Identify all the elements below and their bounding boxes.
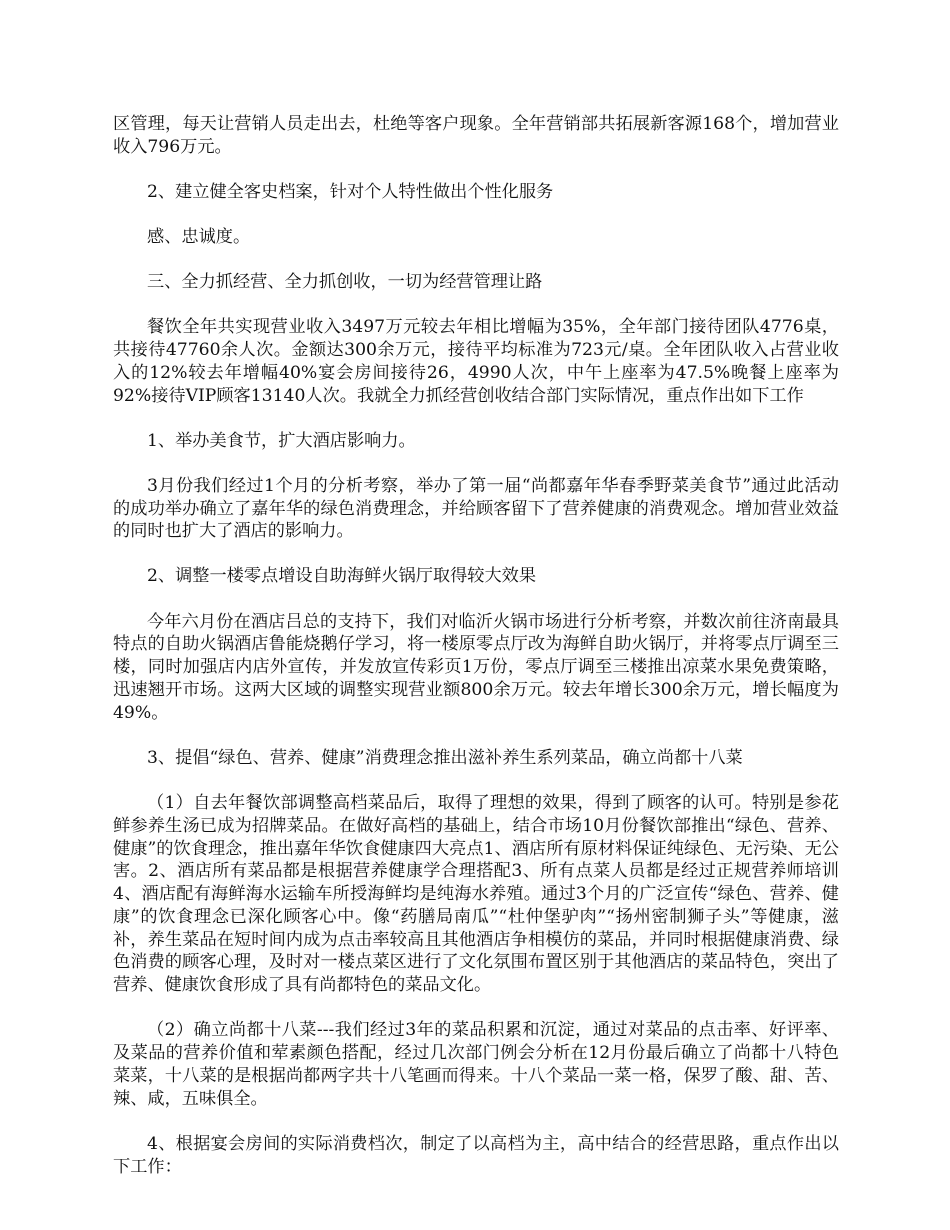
heading-food-festival: 1、举办美食节，扩大酒店影响力。: [147, 430, 416, 451]
document-body: [113, 113, 839, 1201]
paragraph-banquet-rooms: 4、根据宴会房间的实际消费档次，制定了以高档为主，高中结合的经营思路，重点作出以下工作：: [113, 1133, 839, 1177]
paragraph-loyalty-fragment: 感、忠诚度。: [147, 226, 251, 247]
paragraph-food-festival: 3月份我们经过1个月的分析考察，举办了第一届“尚都嘉年华春季野菜美食节”通过此活动的成功举办确立了嘉年华的绿色消费理念，并给顾客留下了营养健康的消费观念。增加营业效益的同时也扩大了酒店的影响力。: [113, 475, 839, 542]
heading-green-health-concept: 3、提倡“绿色、营养、健康”消费理念推出滋补养生系列菜品，确立尚都十八菜: [147, 747, 743, 768]
heading-customer-history-files: 2、建立健全客史档案，针对个人特性做出个性化服务: [147, 181, 554, 202]
paragraph-marketing-continuation: 区管理，每天让营销人员走出去，杜绝等客户现象。全年营销部共拓展新客源168个，增加营业收入796万元。: [113, 114, 839, 157]
heading-seafood-hotpot: 2、调整一楼零点增设自助海鲜火锅厅取得较大效果: [147, 566, 537, 587]
paragraph-eighteen-dishes: （2）确立尚都十八菜---我们经过3年的菜品积累和沉淀，通过对菜品的点击率、好评率、及菜品的营养价值和荤素颜色搭配，经过几次部门例会分析在12月份最后确立了尚都十八特色菜菜，十八菜的是根据尚都两字共十八笔画而得来。十八个菜品一菜一格，保罗了酸、甜、苦、辣、咸，五味俱全。: [113, 1020, 839, 1109]
heading-section-three: 三、全力抓经营、全力抓创收，一切为经营管理让路: [147, 272, 543, 293]
paragraph-high-end-dishes: （1）自去年餐饮部调整高档菜品后，取得了理想的效果，得到了顾客的认可。特别是参花鲜参养生汤已成为招牌菜品。在做好高档的基础上，结合市场10月份餐饮部推出“绿色、营养、健康”的饮食理念，推出嘉年华饮食健康四大亮点1、酒店所有原材料保证纯绿色、无污染、无公害。2、酒店所有菜品都是根据营养健康学合理搭配3、所有点菜人员都是经过正规营养师培训4、酒店配有海鲜海水运输车所授海鲜均是纯海水养殖。通过3个月的广泛宣传“绿色、营养、健康”的饮食理念已深化顾客心中。像“药膳局南瓜”“杜仲堡驴肉”“扬州密制狮子头”等健康，滋补，养生菜品在短时间内成为点击率较高且其他酒店争相模仿的菜品，并同时根据健康消费、绿色消费的顾客心理，及时对一楼点菜区进行了文化氛围布置区别于其他酒店的菜品特色，突出了营养、健康饮食形成了具有尚都特色的菜品文化。: [113, 792, 839, 996]
paragraph-annual-revenue: 餐饮全年共实现营业收入3497万元较去年相比增幅为35%，全年部门接待团队4776桌，共接待47760余人次。金额达300余万元，接待平均标准为723元/桌。全年团队收入占营业收入的12%较去年增幅40%宴会房间接待26，4990人次，中午上座率为47.5%晚餐上座率为92%接待VIP顾客13140人次。我就全力抓经营创收结合部门实际情况，重点作出如下工作: [113, 317, 839, 406]
paragraph-seafood-hotpot: 今年六月份在酒店吕总的支持下，我们对临沂火锅市场进行分析考察，并数次前往济南最具特点的自助火锅酒店鲁能烧鹅仔学习，将一楼原零点厅改为海鲜自助火锅厅，并将零点厅调至三楼，同时加强店内店外宣传，并发放宣传彩页1万份，零点厅调至三楼推出凉菜水果免费策略，迅速翘开市场。这两大区域的调整实现营业额800余万元。较去年增长300余万元，增长幅度为49%。: [113, 611, 839, 723]
